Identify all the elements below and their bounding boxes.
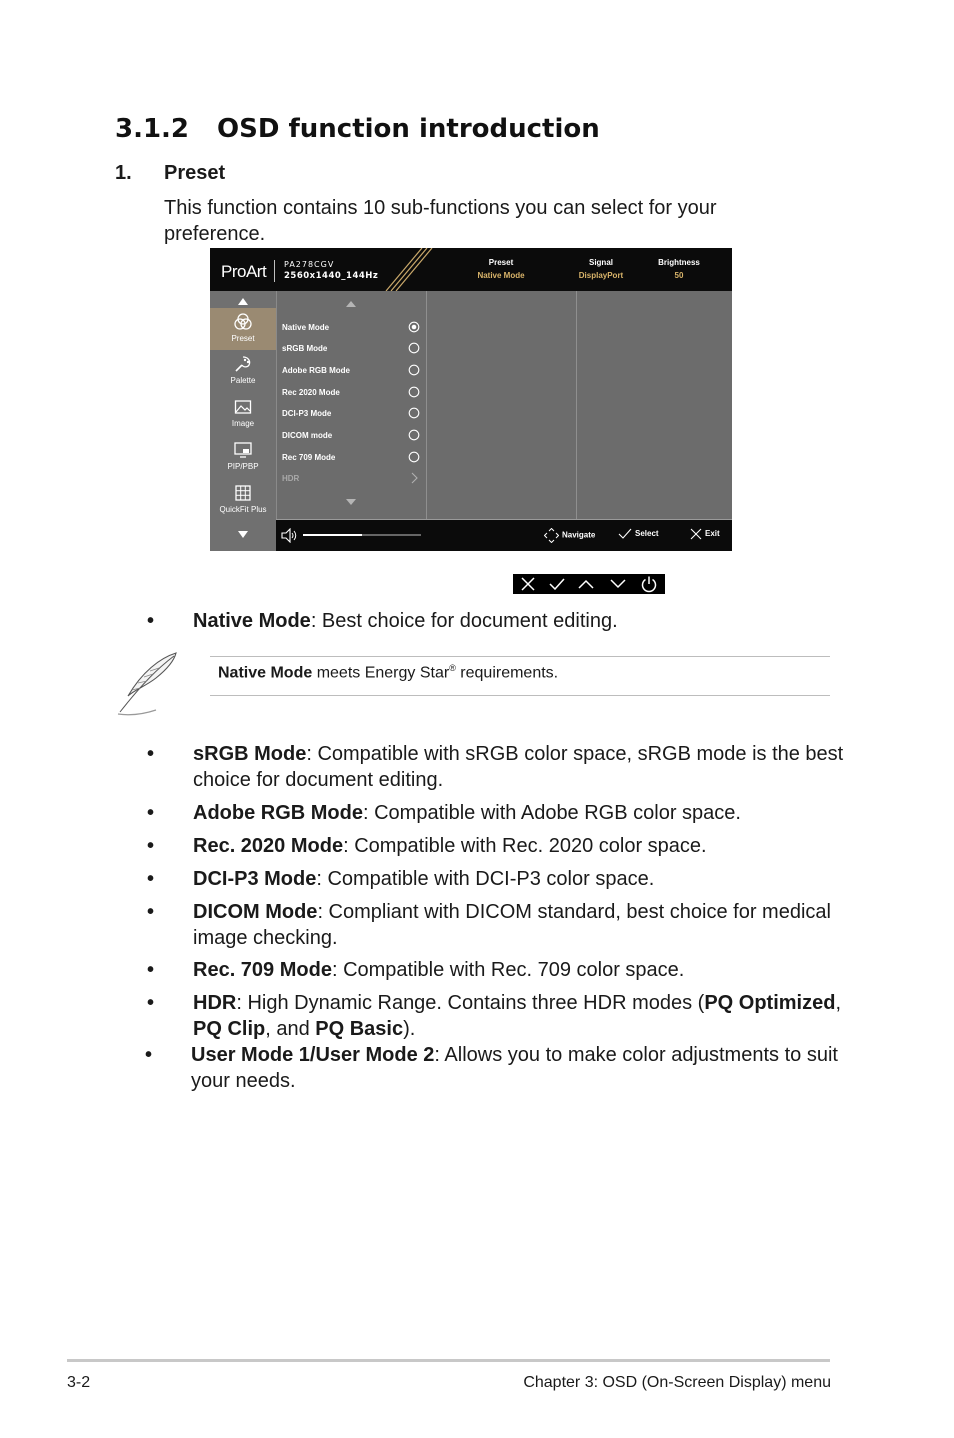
status-value: DisplayPort (578, 271, 624, 280)
bullet-srgb (193, 741, 843, 793)
radio-selected-icon (408, 321, 420, 333)
arrow-down-icon[interactable] (238, 531, 248, 538)
mode-label: HDR (282, 474, 300, 483)
bullet-desc: : Compliant with DICOM standard, best choice for medical (317, 901, 831, 923)
bullet-desc: , (835, 992, 841, 1014)
status-brightness (634, 258, 724, 280)
mode-rec2020[interactable] (282, 385, 422, 401)
exit-label: Exit (705, 529, 720, 539)
intro-paragraph: This function contains 10 sub-functions you can select for your preference. (164, 197, 717, 245)
bullet-desc-cont: image checking. (193, 927, 338, 949)
bullet-user-mode (191, 1042, 838, 1094)
bullet-term: Rec. 709 Mode (193, 959, 332, 981)
bullet-desc: : Compatible with Adobe RGB color space. (363, 802, 741, 824)
resolution: 2560x1440_144Hz (284, 271, 379, 281)
chapter-title: Chapter 3: OSD (On-Screen Display) menu (523, 1374, 831, 1391)
radio-icon (408, 429, 420, 441)
bullet-rec709 (193, 957, 684, 983)
section-heading (115, 114, 600, 144)
volume-icon (281, 528, 299, 543)
mode-hdr[interactable] (282, 471, 422, 487)
navigate-label: Navigate (562, 530, 596, 540)
note-body: meets Energy Star (312, 664, 450, 682)
scroll-down-icon[interactable] (346, 499, 356, 505)
mode-srgb[interactable] (282, 341, 422, 357)
navigate-icon (544, 528, 559, 543)
osd-sidebar (210, 291, 277, 551)
sidebar-item-label: Image (231, 419, 255, 428)
pip-icon (233, 440, 253, 460)
mode-label: Rec 2020 Mode (282, 388, 340, 397)
mode-list (276, 291, 427, 519)
sidebar-item-label: Palette (230, 376, 256, 385)
note-term: Native Mode (218, 664, 313, 682)
status-label: Brightness (658, 258, 700, 267)
mode-dci-p3[interactable] (282, 406, 422, 422)
power-key-icon[interactable] (640, 575, 658, 593)
bullet-term: User Mode 1/User Mode 2 (191, 1044, 435, 1066)
bullet-term: Native Mode (193, 610, 311, 632)
bullet-desc: : Compatible with Rec. 709 color space. (331, 959, 685, 981)
bullet-dicom (193, 899, 831, 951)
bullet-term: HDR (193, 992, 237, 1014)
bullet-dci-p3 (193, 866, 654, 892)
proart-logo: ProArt (221, 262, 267, 281)
bullet-desc: : High Dynamic Range. Contains three HDR modes ( (236, 992, 705, 1014)
bullet-symbol: • (145, 1044, 153, 1066)
hdr-mode-pq-optimized: PQ Optimized (704, 992, 836, 1014)
page-number: 3-2 (67, 1374, 91, 1391)
mode-label: sRGB Mode (282, 344, 328, 353)
bullet-symbol: • (147, 959, 155, 981)
select-label: Select (635, 529, 659, 539)
chevron-right-icon (408, 472, 420, 484)
sidebar-item-palette[interactable] (210, 350, 276, 392)
bullet-desc: : Allows you to make color adjustments to suit (434, 1044, 838, 1066)
mode-rec709[interactable] (282, 450, 422, 466)
status-signal (556, 258, 646, 280)
section-title: OSD function introduction (217, 114, 600, 144)
footer-rule (67, 1359, 830, 1362)
status-label: Signal (588, 258, 613, 267)
bullet-term: Adobe RGB Mode (193, 802, 363, 824)
note-bottom-rule (210, 695, 830, 696)
section-number: 3.1.2 (115, 114, 190, 144)
mode-label: DCI-P3 Mode (282, 409, 332, 418)
osd-header (210, 248, 732, 291)
sidebar-item-preset[interactable] (210, 308, 276, 350)
status-value: Native Mode (477, 271, 525, 280)
status-preset (456, 258, 546, 280)
navigate-hint (544, 528, 595, 543)
bullet-native-mode (193, 608, 618, 634)
bullet-symbol: • (147, 802, 155, 824)
note-top-rule (210, 656, 830, 657)
mode-native[interactable] (282, 320, 422, 336)
bullet-symbol: • (147, 743, 155, 765)
mode-label: Rec 709 Mode (282, 453, 336, 462)
status-value: 50 (674, 271, 684, 280)
volume-level (303, 534, 362, 536)
bullet-adobe-rgb (193, 800, 741, 826)
bullet-desc-cont: choice for document editing. (193, 769, 444, 791)
mode-dicom[interactable] (282, 428, 422, 444)
mode-label: Native Mode (282, 323, 330, 332)
osd-menu (210, 248, 732, 551)
bullet-desc: : Best choice for document editing. (310, 610, 618, 632)
diagonal-stripes-icon (376, 248, 436, 291)
sidebar-item-quickfit[interactable] (210, 479, 276, 521)
item-number: 1. (115, 162, 132, 184)
hdr-mode-pq-basic: PQ Basic (315, 1018, 404, 1040)
radio-icon (408, 407, 420, 419)
bullet-term: sRGB Mode (193, 743, 307, 765)
mode-label: DICOM mode (282, 431, 333, 440)
sidebar-item-label: QuickFit Plus (219, 505, 267, 514)
grid-icon (233, 483, 253, 503)
bullet-rec2020 (193, 833, 707, 859)
bullet-term: Rec. 2020 Mode (193, 835, 344, 857)
image-icon (233, 397, 253, 417)
sidebar-item-label: Preset (231, 334, 255, 343)
submenu-panel (427, 291, 577, 519)
sidebar-item-label: PIP/PBP (227, 462, 259, 471)
mode-adobe-rgb[interactable] (282, 363, 422, 379)
bullet-desc-cont: your needs. (191, 1070, 296, 1092)
scroll-up-icon[interactable] (346, 301, 356, 307)
item-title: Preset (164, 162, 226, 184)
up-key-icon[interactable] (578, 579, 594, 589)
down-key-icon[interactable] (610, 579, 626, 589)
monitor-keys (513, 574, 665, 594)
status-label: Preset (488, 258, 514, 267)
radio-icon (408, 451, 420, 463)
osd-footer (276, 519, 732, 551)
palette-icon (233, 354, 253, 374)
bullet-hdr (193, 990, 841, 1042)
note-text (218, 663, 558, 682)
exit-hint (690, 528, 720, 540)
logo-divider (274, 260, 275, 282)
bullet-symbol: • (147, 868, 155, 890)
bullet-symbol: • (147, 901, 155, 923)
close-icon (690, 528, 702, 540)
bullet-symbol: • (147, 992, 155, 1014)
hdr-mode-pq-clip: PQ Clip (193, 1018, 266, 1040)
bullet-desc: : Compatible with sRGB color space, sRGB mode is the best (306, 743, 844, 765)
radio-icon (408, 386, 420, 398)
radio-icon (408, 364, 420, 376)
bullet-desc: : Compatible with DCI-P3 color space. (316, 868, 655, 890)
radio-icon (408, 342, 420, 354)
note-body-end: requirements. (455, 664, 559, 682)
arrow-up-icon[interactable] (238, 298, 248, 305)
check-icon (618, 528, 632, 540)
preset-icon (233, 312, 253, 332)
bullet-desc: , and (265, 1018, 316, 1040)
bullet-symbol: • (147, 835, 155, 857)
bullet-desc: : Compatible with Rec. 2020 color space. (343, 835, 707, 857)
bullet-term: DICOM Mode (193, 901, 318, 923)
check-key-icon[interactable] (549, 578, 565, 590)
bullet-symbol: • (147, 610, 155, 632)
registered-mark: ® (449, 663, 456, 673)
sidebar-item-image[interactable] (210, 393, 276, 435)
mode-label: Adobe RGB Mode (282, 366, 350, 375)
sidebar-item-pip[interactable] (210, 436, 276, 478)
close-key-icon[interactable] (521, 577, 535, 591)
bullet-desc: ). (403, 1018, 416, 1040)
feather-note-icon (112, 650, 184, 720)
model-name: PA278CGV (284, 260, 335, 269)
select-hint (618, 528, 659, 540)
bullet-term: DCI-P3 Mode (193, 868, 317, 890)
